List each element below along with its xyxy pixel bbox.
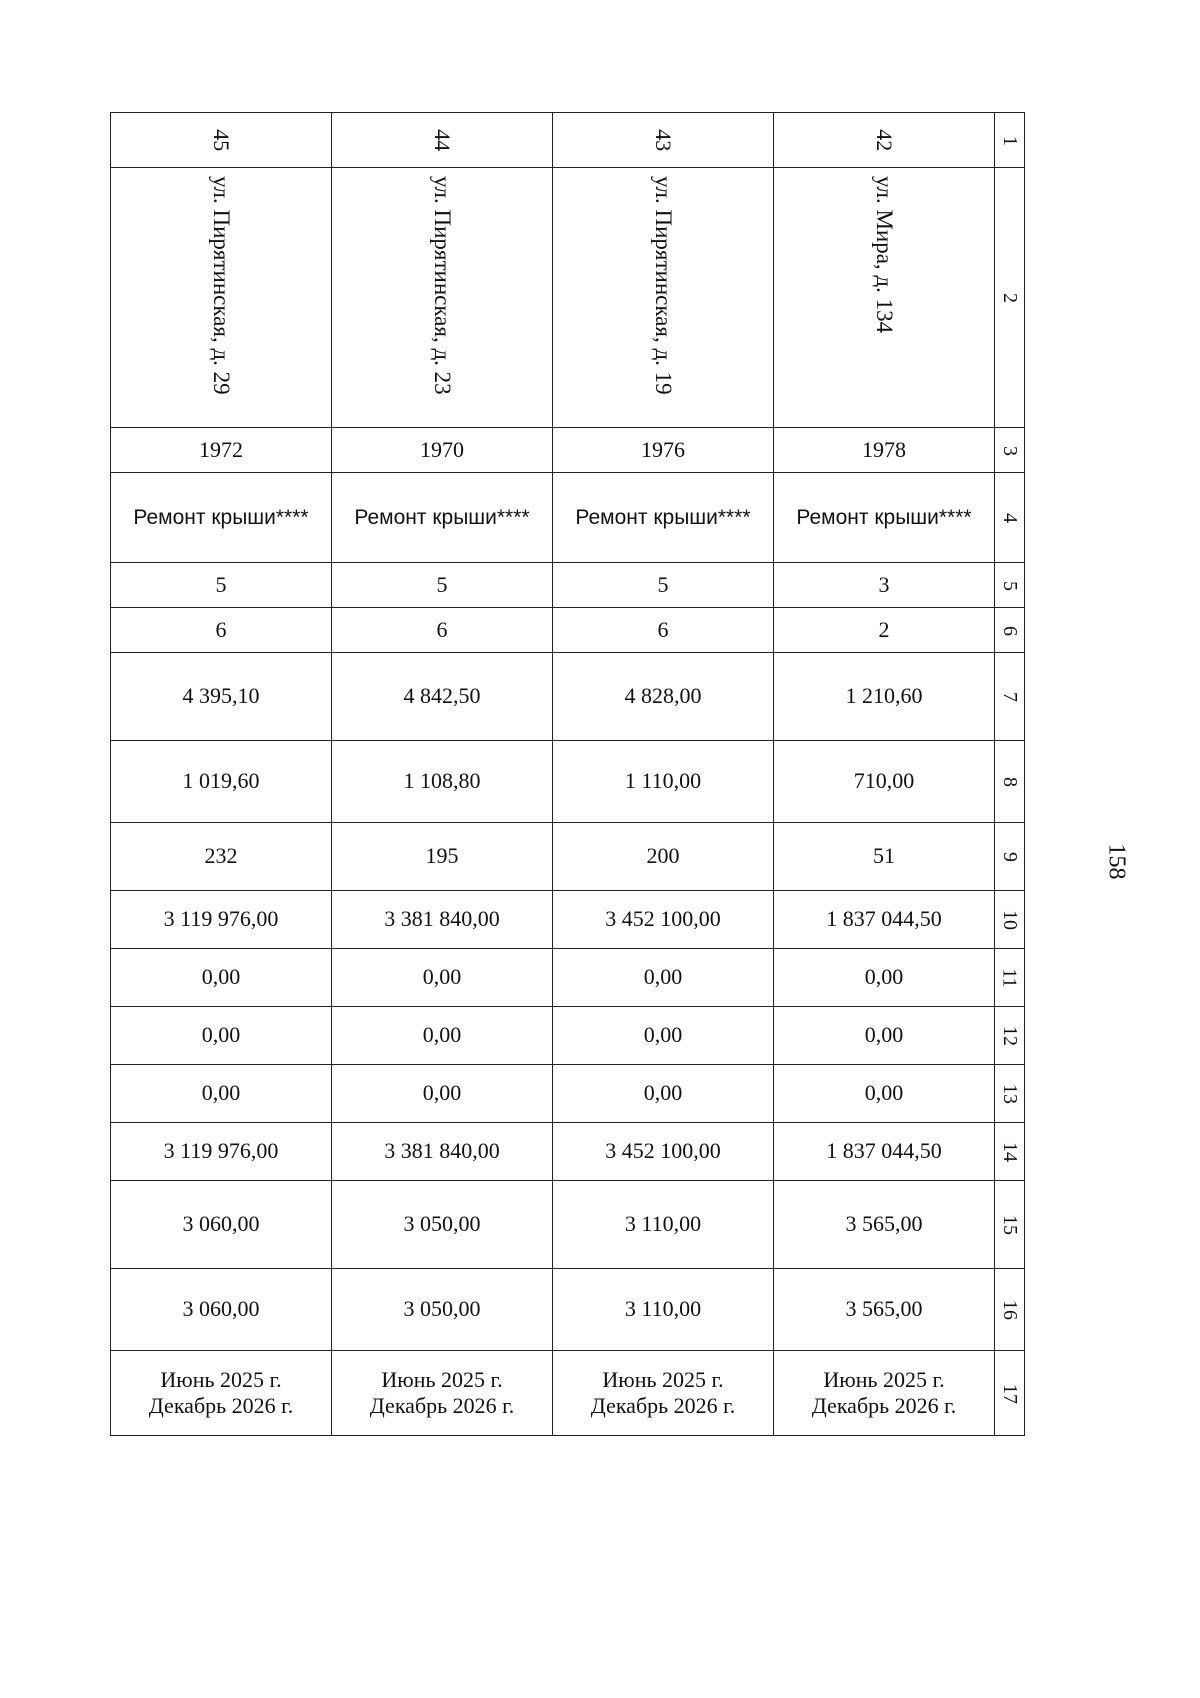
cell-address <box>111 168 332 428</box>
cell-fund-3 <box>553 1065 774 1123</box>
table-row <box>111 113 1025 168</box>
cell-period <box>111 1351 332 1436</box>
address-text: ул. Пирятинская, д. 29 <box>208 176 234 395</box>
column-index-label: 8 <box>998 777 1021 788</box>
column-index-label: 14 <box>998 1142 1021 1163</box>
cell-cost-total <box>332 891 553 949</box>
column-index-label: 2 <box>998 293 1021 304</box>
cell-year <box>774 428 995 473</box>
cell-floors <box>332 563 553 608</box>
floors-value: 3 <box>878 571 890 597</box>
work-type-value: Ремонт крыши**** <box>796 506 972 530</box>
residents-value: 51 <box>873 843 895 869</box>
floors-value: 5 <box>436 571 448 597</box>
cell-fund-owners <box>111 1123 332 1181</box>
period-end: Декабрь 2026 г. <box>590 1393 736 1418</box>
cell-fund-2 <box>332 1007 553 1065</box>
column-index-label: 17 <box>998 1383 1021 1404</box>
column-index-cell <box>995 823 1025 891</box>
fund-2-value: 0,00 <box>422 1022 462 1048</box>
fund-3-value: 0,00 <box>643 1080 683 1106</box>
year-value: 1970 <box>420 436 464 462</box>
column-index-cell <box>995 473 1025 563</box>
cell-year <box>111 428 332 473</box>
cell-fund-3 <box>332 1065 553 1123</box>
column-index-cell <box>995 1269 1025 1351</box>
column-index-label: 13 <box>998 1084 1021 1105</box>
fund-3-value: 0,00 <box>864 1080 904 1106</box>
cell-area-roof <box>111 741 332 823</box>
column-index-cell <box>995 1007 1025 1065</box>
cost-total-value: 1 837 044,50 <box>826 906 942 932</box>
column-index-cell <box>995 891 1025 949</box>
period-end: Декабрь 2026 г. <box>148 1393 294 1418</box>
residents-value: 195 <box>425 843 459 869</box>
fund-owners-value: 3 381 840,00 <box>384 1138 500 1164</box>
cell-fund-2 <box>111 1007 332 1065</box>
cell-area-total <box>111 653 332 741</box>
entrances-value: 6 <box>657 616 669 642</box>
cell-area-total <box>332 653 553 741</box>
residents-value: 232 <box>204 843 238 869</box>
column-index-cell <box>995 113 1025 168</box>
cell-fund-owners <box>553 1123 774 1181</box>
cell-residents <box>553 823 774 891</box>
unit-cost-value: 3 565,00 <box>845 1211 923 1237</box>
floors-value: 5 <box>215 571 227 597</box>
column-index-label: 11 <box>998 968 1021 988</box>
cell-unit-cost-max <box>774 1269 995 1351</box>
row-number: 42 <box>872 128 898 151</box>
cell-period <box>774 1351 995 1436</box>
column-index-label: 1 <box>998 135 1021 146</box>
fund-3-value: 0,00 <box>422 1080 462 1106</box>
cell-year <box>332 428 553 473</box>
cell-residents <box>111 823 332 891</box>
cell-cost-total <box>774 891 995 949</box>
column-index-cell <box>995 741 1025 823</box>
cell-entrances <box>332 608 553 653</box>
table-row <box>111 949 1025 1007</box>
area-total-value: 4 828,00 <box>624 683 702 709</box>
row-number: 44 <box>430 128 456 151</box>
area-total-value: 4 395,10 <box>182 683 260 709</box>
cell-num <box>332 113 553 168</box>
cell-work-type <box>774 473 995 563</box>
period-start: Июнь 2025 г. <box>602 1366 724 1392</box>
column-index-cell <box>995 1123 1025 1181</box>
unit-cost-max-value: 3 060,00 <box>182 1296 260 1322</box>
column-index-cell <box>995 1351 1025 1436</box>
column-index-label: 10 <box>998 910 1021 931</box>
fund-1-value: 0,00 <box>422 964 462 990</box>
cell-fund-2 <box>774 1007 995 1065</box>
column-index-cell <box>995 1181 1025 1269</box>
table-row <box>111 741 1025 823</box>
cell-year <box>553 428 774 473</box>
cell-unit-cost-max <box>332 1269 553 1351</box>
table-row <box>111 563 1025 608</box>
cell-unit-cost-max <box>553 1269 774 1351</box>
address-text: ул. Пирятинская, д. 23 <box>429 176 455 395</box>
cost-total-value: 3 119 976,00 <box>163 906 279 932</box>
table-row <box>111 168 1025 428</box>
residents-value: 200 <box>646 843 680 869</box>
area-roof-value: 1 108,80 <box>403 768 481 794</box>
period-start: Июнь 2025 г. <box>823 1366 945 1392</box>
table-row <box>111 1351 1025 1436</box>
column-index-cell <box>995 608 1025 653</box>
table-row <box>111 1065 1025 1123</box>
column-index-label: 9 <box>998 852 1021 863</box>
fund-2-value: 0,00 <box>643 1022 683 1048</box>
cell-address <box>332 168 553 428</box>
area-roof-value: 1 110,00 <box>624 768 702 794</box>
table-row <box>111 428 1025 473</box>
fund-2-value: 0,00 <box>864 1022 904 1048</box>
year-value: 1972 <box>199 436 243 462</box>
cell-area-total <box>774 653 995 741</box>
cell-fund-3 <box>111 1065 332 1123</box>
cell-area-total <box>553 653 774 741</box>
cell-unit-cost <box>332 1181 553 1269</box>
entrances-value: 6 <box>436 616 448 642</box>
unit-cost-max-value: 3 050,00 <box>403 1296 481 1322</box>
repair-schedule-table <box>110 112 1025 1436</box>
cell-num <box>774 113 995 168</box>
table-row <box>111 1007 1025 1065</box>
cell-residents <box>332 823 553 891</box>
cell-unit-cost <box>111 1181 332 1269</box>
fund-1-value: 0,00 <box>864 964 904 990</box>
column-index-label: 12 <box>998 1026 1021 1047</box>
cell-floors <box>553 563 774 608</box>
cell-num <box>111 113 332 168</box>
year-value: 1978 <box>862 436 906 462</box>
work-type-value: Ремонт крыши**** <box>133 506 309 530</box>
column-index-label: 7 <box>998 692 1021 703</box>
fund-3-value: 0,00 <box>201 1080 241 1106</box>
period-start: Июнь 2025 г. <box>160 1366 282 1392</box>
cost-total-value: 3 381 840,00 <box>384 906 500 932</box>
fund-2-value: 0,00 <box>201 1022 241 1048</box>
column-index-label: 3 <box>998 445 1021 456</box>
table-row <box>111 1181 1025 1269</box>
period-end: Декабрь 2026 г. <box>369 1393 515 1418</box>
unit-cost-value: 3 050,00 <box>403 1211 481 1237</box>
work-type-value: Ремонт крыши**** <box>354 506 530 530</box>
cost-total-value: 3 452 100,00 <box>605 906 721 932</box>
period-end: Декабрь 2026 г. <box>811 1393 957 1418</box>
unit-cost-max-value: 3 110,00 <box>624 1296 702 1322</box>
column-index-cell <box>995 168 1025 428</box>
table-row <box>111 1123 1025 1181</box>
cell-num <box>553 113 774 168</box>
cell-fund-owners <box>774 1123 995 1181</box>
cell-area-roof <box>553 741 774 823</box>
cell-fund-2 <box>553 1007 774 1065</box>
cell-floors <box>774 563 995 608</box>
column-index-label: 6 <box>998 625 1021 636</box>
cell-entrances <box>111 608 332 653</box>
column-index-cell <box>995 1065 1025 1123</box>
address-text: ул. Пирятинская, д. 19 <box>650 176 676 395</box>
work-type-value: Ремонт крыши**** <box>575 506 751 530</box>
entrances-value: 6 <box>215 616 227 642</box>
column-index-label: 5 <box>998 580 1021 591</box>
unit-cost-value: 3 110,00 <box>624 1211 702 1237</box>
cell-fund-owners <box>332 1123 553 1181</box>
floors-value: 5 <box>657 571 669 597</box>
cell-unit-cost <box>774 1181 995 1269</box>
row-number: 43 <box>651 128 677 151</box>
column-index-label: 16 <box>998 1300 1021 1321</box>
page-number: 158 <box>1103 843 1130 880</box>
cell-cost-total <box>553 891 774 949</box>
cell-unit-cost-max <box>111 1269 332 1351</box>
cell-residents <box>774 823 995 891</box>
cell-area-roof <box>332 741 553 823</box>
cell-fund-3 <box>774 1065 995 1123</box>
table-row <box>111 823 1025 891</box>
year-value: 1976 <box>641 436 685 462</box>
cell-cost-total <box>111 891 332 949</box>
fund-1-value: 0,00 <box>643 964 683 990</box>
column-index-label: 4 <box>998 513 1021 524</box>
table-row <box>111 608 1025 653</box>
column-index-cell <box>995 563 1025 608</box>
row-number: 45 <box>209 128 235 151</box>
fund-owners-value: 3 119 976,00 <box>163 1138 279 1164</box>
cell-work-type <box>553 473 774 563</box>
column-index-cell <box>995 653 1025 741</box>
unit-cost-max-value: 3 565,00 <box>845 1296 923 1322</box>
cell-period <box>332 1351 553 1436</box>
cell-fund-1 <box>774 949 995 1007</box>
cell-address <box>553 168 774 428</box>
table-row <box>111 653 1025 741</box>
address-text: ул. Мира, д. 134 <box>871 176 897 334</box>
cell-address <box>774 168 995 428</box>
column-index-cell <box>995 949 1025 1007</box>
column-index-label: 15 <box>998 1215 1021 1236</box>
area-total-value: 4 842,50 <box>403 683 481 709</box>
cell-entrances <box>774 608 995 653</box>
cell-fund-1 <box>553 949 774 1007</box>
cell-period <box>553 1351 774 1436</box>
fund-1-value: 0,00 <box>201 964 241 990</box>
period-start: Июнь 2025 г. <box>381 1366 503 1392</box>
table-row <box>111 1269 1025 1351</box>
table-row <box>111 891 1025 949</box>
area-roof-value: 1 019,60 <box>182 768 260 794</box>
cell-unit-cost <box>553 1181 774 1269</box>
cell-fund-1 <box>332 949 553 1007</box>
cell-entrances <box>553 608 774 653</box>
cell-work-type <box>111 473 332 563</box>
cell-floors <box>111 563 332 608</box>
cell-area-roof <box>774 741 995 823</box>
area-roof-value: 710,00 <box>853 768 915 794</box>
column-index-cell <box>995 428 1025 473</box>
entrances-value: 2 <box>878 616 890 642</box>
fund-owners-value: 1 837 044,50 <box>826 1138 942 1164</box>
cell-work-type <box>332 473 553 563</box>
unit-cost-value: 3 060,00 <box>182 1211 260 1237</box>
area-total-value: 1 210,60 <box>845 683 923 709</box>
fund-owners-value: 3 452 100,00 <box>605 1138 721 1164</box>
cell-fund-1 <box>111 949 332 1007</box>
table-row <box>111 473 1025 563</box>
